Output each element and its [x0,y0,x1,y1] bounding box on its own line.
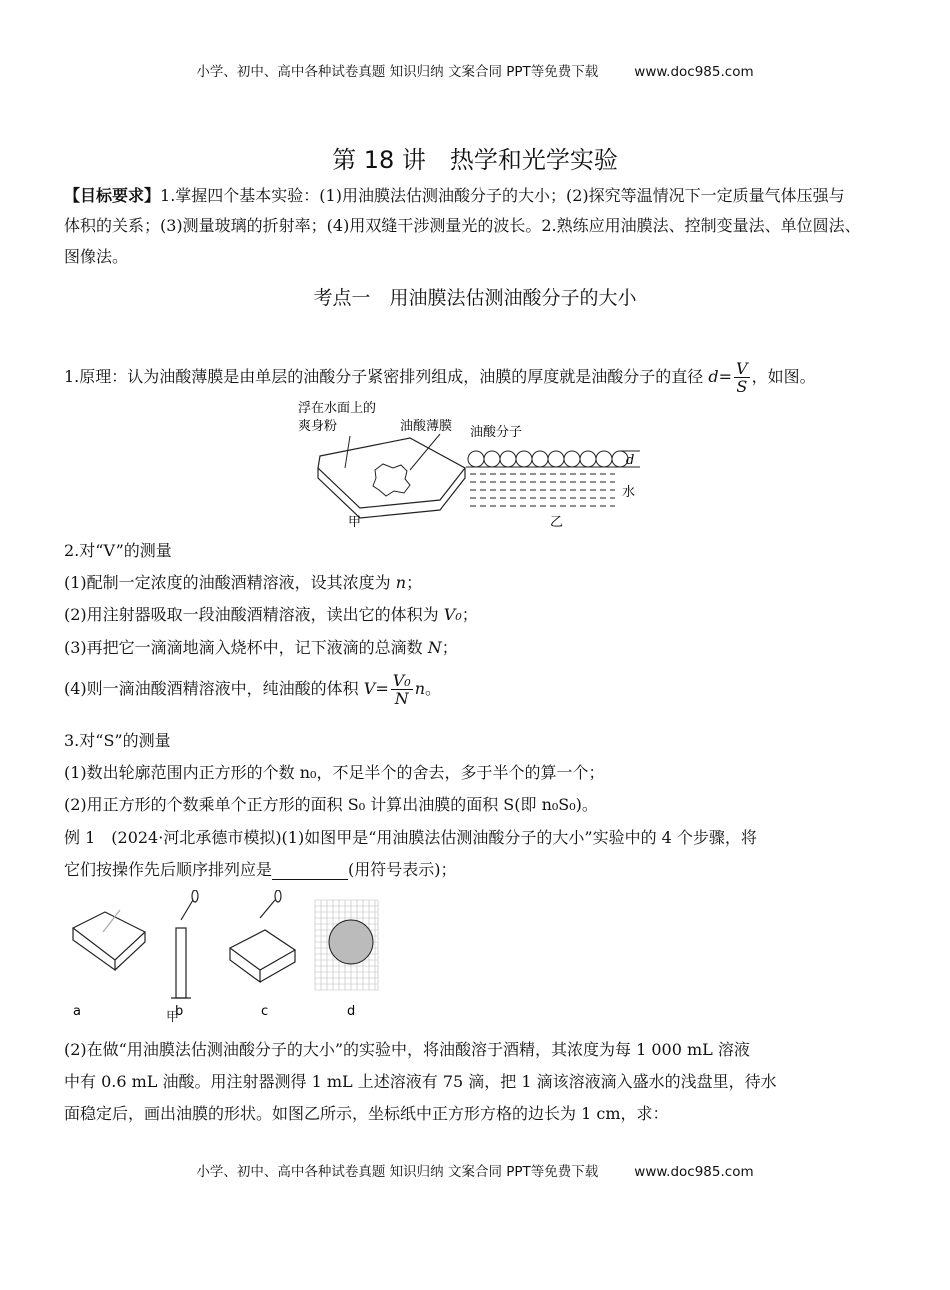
denominator: S [736,377,748,396]
label-film: 油酸薄膜 [400,419,453,434]
footer-text: 小学、初中、高中各种试卷真题 知识归纳 文案合同 PPT等免费下载 [196,1164,599,1180]
example-text-end: (用符号表示)； [348,860,457,879]
v-step-4 [64,672,441,707]
part2-line-3: 面稳定后，画出油膜的形状。如图乙所示，坐标纸中正方形方格的边长为 1 cm，求： [64,1104,669,1123]
eq: = [718,367,733,386]
label-powder-2: 爽身粉 [298,419,338,434]
caption-jia: 甲 [348,515,362,530]
principle-line [64,360,816,395]
eq: = [375,679,389,698]
figure-oil-film-diagram [290,398,660,533]
step-label-a: a [73,1004,81,1019]
goals-line-2: 体积的关系；(3)测量玻璃的折射率；(4)用双缝干涉测量光的波长。2.熟练应用油膜法、控制变量法、单位圆法、 [64,216,861,235]
v-heading: 2.对“V”的测量 [64,541,172,560]
numerator: V [736,359,748,378]
denominator: N [394,689,409,708]
header-text: 小学、初中、高中各种试卷真题 知识归纳 文案合同 PPT等免费下载 [196,64,599,80]
var: V [363,679,376,698]
label-water: 水 [622,485,636,500]
punct: ； [461,605,478,624]
s-step-2: (2)用正方形的个数乘单个正方形的面积 S₀ 计算出油膜的面积 S(即 n₀S₀)。 [64,795,598,814]
step-text: (3)再把它一滴滴地滴入烧杯中，记下液滴的总滴数 [64,638,428,657]
page-title: 第 18 讲 热学和光学实验 [332,146,618,174]
var: N [427,638,442,657]
step-text: (4)则一滴油酸酒精溶液中，纯油酸的体积 [64,679,364,698]
figure-four-steps [65,890,395,1020]
page-footer [0,1160,950,1180]
step-label-c: c [261,1004,269,1019]
fraction-v-over-s [734,360,750,395]
principle-post: ，如图。 [751,367,816,386]
var: V₀ [443,605,462,624]
example-text: 它们按操作先后顺序排列应是 [64,860,273,879]
goals-line-1 [64,186,845,206]
v-step-3 [64,638,458,658]
var-d: d [708,367,719,386]
label-d: d [626,453,635,468]
label-powder: 浮在水面上的 [298,401,377,416]
var: n [395,573,407,592]
goals-line-3: 图像法。 [64,247,129,266]
part2-line-2: 中有 0.6 mL 油酸。用注射器测得 1 mL 上述溶液有 75 滴，把 1 滴该溶液滴入盛水的浅盘里，待水 [64,1072,777,1091]
punct: 。 [425,679,442,698]
step-label-b: b [175,1004,184,1019]
principle-text: 1.原理：认为油酸薄膜是由单层的油酸分子紧密排列组成，油膜的厚度就是油酸分子的直径 [64,367,709,386]
goals-label: 【目标要求】 [64,186,161,205]
step-text: (2)用注射器吸取一段油酸酒精溶液，读出它的体积为 [64,605,444,624]
section-heading: 考点一 用油膜法估测油酸分子的大小 [313,287,637,309]
s-step-1: (1)数出轮廓范围内正方形的个数 n₀，不足半个的舍去，多于半个的算一个； [64,763,605,782]
v-step-1 [64,573,422,593]
numerator: V₀ [392,671,411,690]
example-line-1: 例 1 (2024·河北承德市模拟)(1)如图甲是“用油膜法估测油酸分子的大小”实验中的 4 个步骤，将 [64,828,757,847]
figure-caption-jia: 甲 [166,1010,180,1025]
header-url[interactable]: www.doc985.com [634,64,754,80]
punct: ； [406,573,423,592]
step-text: (1)配制一定浓度的油酸酒精溶液，设其浓度为 [64,573,396,592]
footer-url[interactable]: www.doc985.com [634,1164,754,1180]
punct: ； [441,638,458,657]
page-header [0,60,950,80]
label-molecule: 油酸分子 [470,425,523,440]
part2-line-1: (2)在做“用油膜法估测油酸分子的大小”的实验中，将油酸溶于酒精，其浓度为每 1 000 mL 溶液 [64,1040,750,1059]
step-label-d: d [347,1004,356,1019]
var: n [414,679,426,698]
answer-blank[interactable] [272,863,348,880]
s-heading: 3.对“S”的测量 [64,731,171,750]
oil-film-blob [329,920,373,964]
goals-text: 1.掌握四个基本实验：(1)用油膜法估测油酸分子的大小；(2)探究等温情况下一定质量气体压强与 [160,186,845,205]
v-step-2 [64,605,478,625]
example-line-2 [64,860,457,880]
fraction-v0-over-n [391,672,413,707]
caption-yi: 乙 [550,515,564,530]
